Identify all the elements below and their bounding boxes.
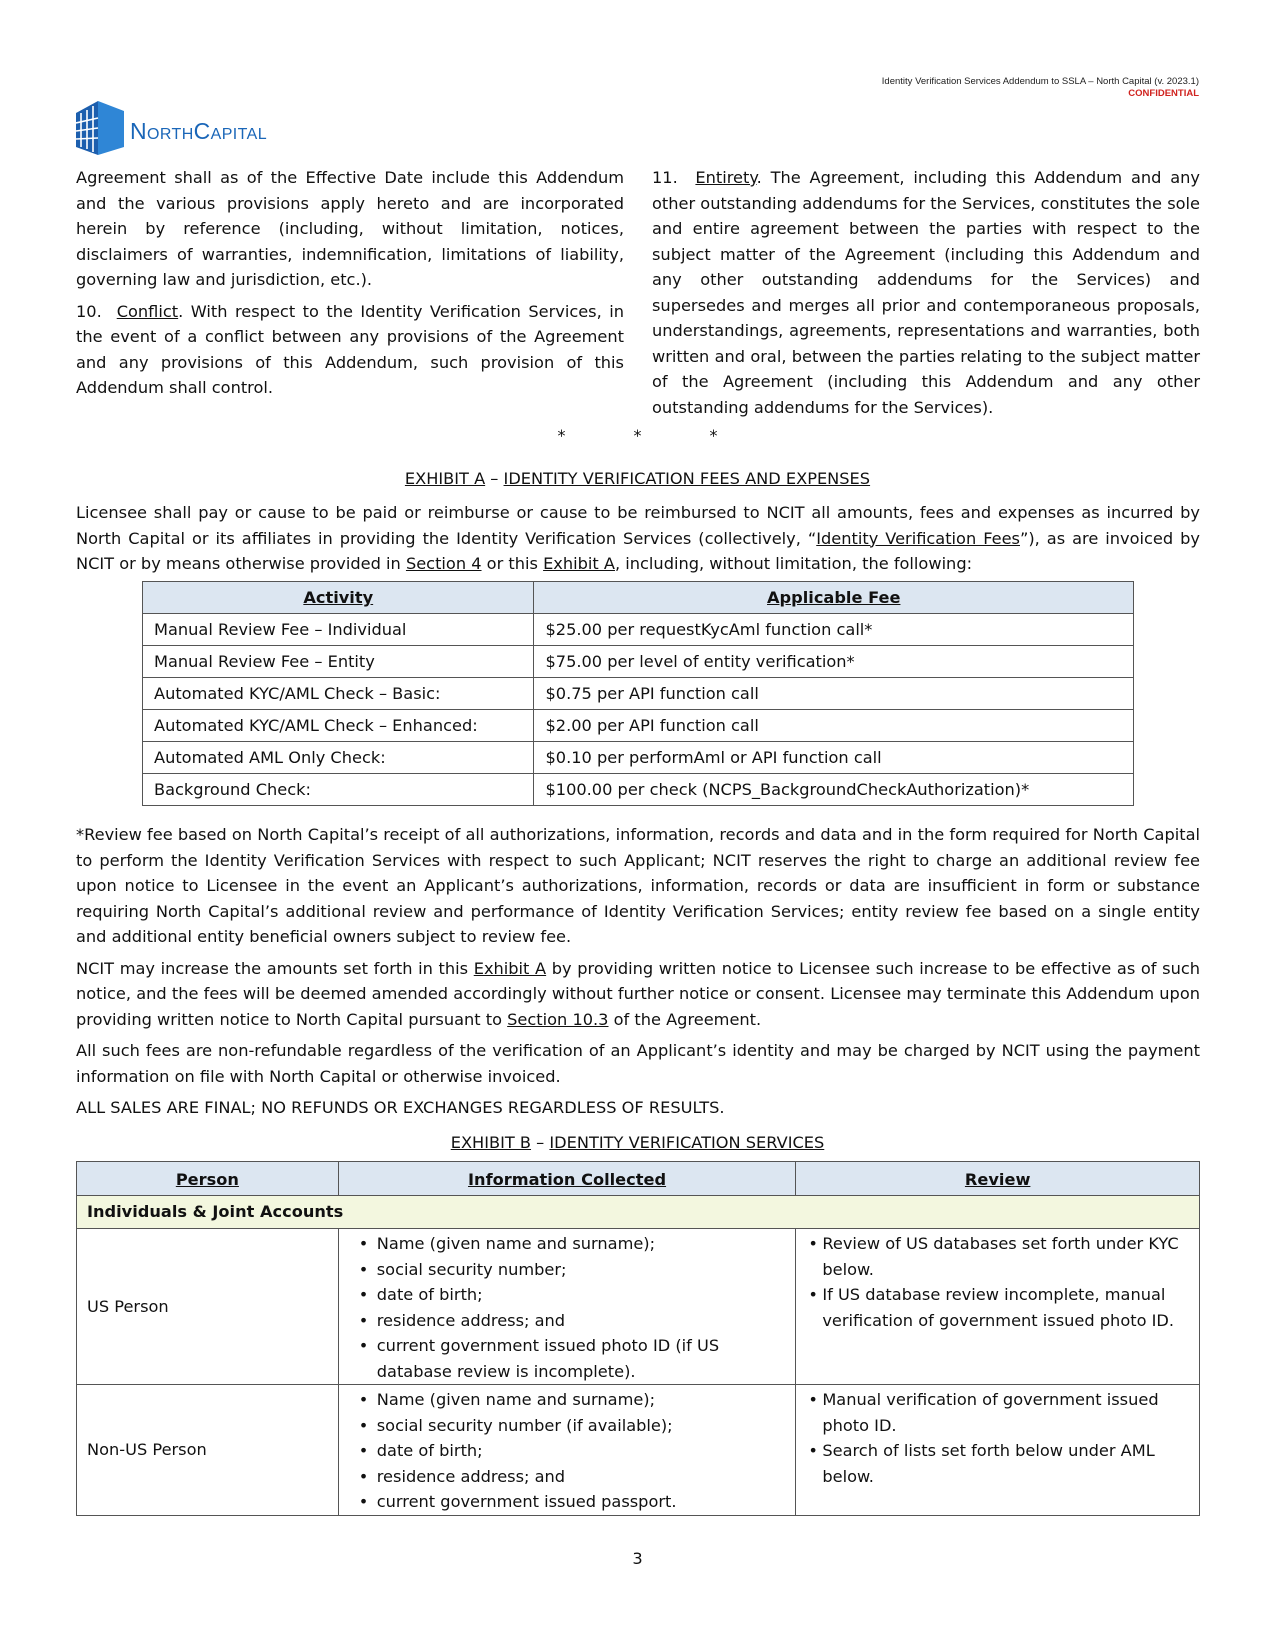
separator-star: * bbox=[557, 426, 566, 445]
table-row bbox=[143, 742, 1134, 774]
section-separator bbox=[0, 426, 1275, 445]
page-number: 3 bbox=[632, 1549, 643, 1568]
section-11-number: 11. bbox=[652, 168, 678, 187]
exhibit-b-label: EXHIBIT B bbox=[450, 1133, 532, 1152]
exhibit-a-label: EXHIBIT A bbox=[404, 469, 486, 488]
activity-cell: Manual Review Fee – Entity bbox=[143, 646, 534, 678]
confidential-label: CONFIDENTIAL bbox=[1128, 88, 1199, 99]
exhibit-b-heading: IDENTITY VERIFICATION SERVICES bbox=[549, 1133, 825, 1152]
activity-cell: Automated KYC/AML Check – Basic: bbox=[143, 678, 534, 710]
identity-verification-fees-term: Identity Verification Fees bbox=[816, 528, 1020, 548]
list-item: • date of birth; bbox=[367, 1438, 786, 1464]
list-item: • Search of lists set forth below under AML below. bbox=[818, 1438, 1189, 1489]
increase-text: by providing written notice to Licensee such increase to be effective as of such notice, and the fees will be deemed amended accordingly without further notice or consent. Licensee may terminate this Addendum upon providing written notice to North Capital pursuant to bbox=[76, 958, 1200, 1029]
exhibit-b-title bbox=[0, 1133, 1275, 1152]
fee-increase-paragraph bbox=[76, 956, 1200, 1033]
left-paragraph-1: Agreement shall as of the Effective Date include this Addendum and the various provisions apply hereto and are incorporated herein by reference (including, without limitation, notices, disclaimers of warranties, indemnification, limitations of liability, governing law and jurisdiction, etc.). bbox=[76, 168, 624, 289]
us-person-cell: US Person bbox=[77, 1229, 339, 1385]
section-10-3-reference: Section 10.3 bbox=[507, 1009, 609, 1029]
logo-wordmark: NorthCapital bbox=[130, 117, 268, 144]
section-11-paragraph bbox=[652, 165, 1200, 420]
section-11-heading: Entirety bbox=[695, 168, 757, 187]
section-10-number: 10. bbox=[76, 301, 102, 321]
us-review-cell bbox=[796, 1229, 1200, 1385]
fee-cell: $2.00 per API function call bbox=[534, 710, 1134, 742]
non-us-info-list bbox=[349, 1387, 786, 1515]
us-review-list bbox=[806, 1231, 1189, 1333]
list-item: • residence address; and bbox=[367, 1308, 786, 1334]
fee-cell: $100.00 per check (NCPS_BackgroundCheckAuthorization)* bbox=[534, 774, 1134, 806]
section-row bbox=[77, 1196, 1200, 1229]
services-table-header bbox=[77, 1162, 1200, 1196]
table-row bbox=[77, 1229, 1200, 1385]
building-logo-icon bbox=[76, 101, 124, 155]
intro-text: Licensee shall pay or cause to be paid or reimburse or cause to be reimbursed to NCIT all amounts, fees and expenses as incurred by North Capital or its affiliates in providing the Identity Verification Services (collectively, “ bbox=[76, 503, 1200, 548]
table-row bbox=[143, 614, 1134, 646]
non-us-review-list bbox=[806, 1387, 1189, 1489]
non-refundable-paragraph: All such fees are non-refundable regardless of the verification of an Applicant’s identity and may be charged by NCIT using the payment information on file with North Capital or otherwise invoiced. bbox=[76, 1041, 1200, 1086]
review-header bbox=[796, 1162, 1200, 1196]
section-4-reference: Section 4 bbox=[405, 554, 482, 573]
table-row bbox=[143, 710, 1134, 742]
list-item: • Review of US databases set forth under KYC below. bbox=[818, 1231, 1189, 1282]
individuals-joint-accounts-label: Individuals & Joint Accounts bbox=[77, 1196, 1200, 1229]
exhibit-a-reference: Exhibit A bbox=[543, 554, 615, 573]
us-info-list bbox=[349, 1231, 786, 1384]
review-fee-footnote: *Review fee based on North Capital’s receipt of all authorizations, information, records and data and in the form required for North Capital to perform the Identity Verification Services with respect to such Applicant; NCIT reserves the right to charge an additional review fee upon notice to Licensee in the event an Applicant’s authorizations, information, records or data are insufficient in form or substance requiring North Capital’s additional review and performance of Identity Verification Services; entity review fee based on a single entity and additional entity beneficial owners subject to review fee. bbox=[76, 825, 1200, 946]
intro-text: , including, without limitation, the following: bbox=[614, 554, 973, 573]
northcapital-logo bbox=[76, 100, 267, 156]
person-header-label: Person bbox=[175, 1169, 239, 1189]
section-10-text: . With respect to the Identity Verification Services, in the event of a conflict between any provisions of the Agreement and any provisions of this Addendum, such provision of this Addendum shall control. bbox=[76, 301, 624, 397]
section-11-text: . The Agreement, including this Addendum and any other outstanding addendums for the Services, constitutes the sole and entire agreement between the parties with respect to the subject matter of the Agreement (including this Addendum and any other outstanding addendums for the Services) and supersedes and merges all prior and contemporaneous proposals, understandings, agreements, representations and warranties, both written and oral, between the parties relating to the subject matter of the Agreement (including this Addendum and any other outstanding addendums for the Services). bbox=[652, 168, 1201, 417]
list-item: • social security number (if available); bbox=[367, 1413, 786, 1439]
exhibit-a-heading: IDENTITY VERIFICATION FEES AND EXPENSES bbox=[503, 469, 871, 488]
fee-cell: $0.75 per API function call bbox=[534, 678, 1134, 710]
increase-text: NCIT may increase the amounts set forth in this bbox=[76, 958, 474, 978]
non-us-person-cell: Non-US Person bbox=[77, 1385, 339, 1516]
header-doc-title: Identity Verification Services Addendum to SSLA – North Capital (v. 2023.1) bbox=[881, 76, 1199, 87]
section-10-paragraph bbox=[76, 299, 624, 401]
information-header-label: Information Collected bbox=[468, 1169, 667, 1189]
table-row bbox=[143, 774, 1134, 806]
title-dash: – bbox=[485, 469, 504, 488]
right-column bbox=[652, 165, 1200, 426]
non-us-review-cell bbox=[796, 1385, 1200, 1516]
table-row bbox=[143, 678, 1134, 710]
table-row bbox=[143, 646, 1134, 678]
list-item: • Name (given name and surname); bbox=[367, 1387, 786, 1413]
exhibit-a-intro-paragraph bbox=[76, 500, 1200, 577]
exhibit-a-terms bbox=[76, 822, 1200, 1127]
person-header bbox=[77, 1162, 339, 1196]
increase-text: of the Agreement. bbox=[608, 1009, 762, 1029]
list-item: • residence address; and bbox=[367, 1464, 786, 1490]
activity-header: Activity bbox=[143, 582, 534, 614]
us-info-cell bbox=[338, 1229, 796, 1385]
fees-table-header bbox=[143, 582, 1134, 614]
services-table bbox=[76, 1161, 1200, 1516]
exhibit-a-intro bbox=[76, 500, 1200, 583]
table-row bbox=[77, 1385, 1200, 1516]
non-us-info-cell bbox=[338, 1385, 796, 1516]
activity-cell: Automated KYC/AML Check – Enhanced: bbox=[143, 710, 534, 742]
list-item: • current government issued passport. bbox=[367, 1489, 786, 1515]
list-item: • If US database review incomplete, manual verification of government issued photo ID. bbox=[818, 1282, 1189, 1333]
left-column bbox=[76, 165, 624, 407]
separator-star: * bbox=[633, 426, 642, 445]
activity-cell: Manual Review Fee – Individual bbox=[143, 614, 534, 646]
review-header-label: Review bbox=[964, 1169, 1031, 1189]
fee-cell: $25.00 per requestKycAml function call* bbox=[534, 614, 1134, 646]
fee-cell: $75.00 per level of entity verification* bbox=[534, 646, 1134, 678]
information-collected-header bbox=[338, 1162, 796, 1196]
intro-text: or this bbox=[481, 554, 544, 573]
activity-cell: Background Check: bbox=[143, 774, 534, 806]
list-item: • date of birth; bbox=[367, 1282, 786, 1308]
sales-final-notice: ALL SALES ARE FINAL; NO REFUNDS OR EXCHANGES REGARDLESS OF RESULTS. bbox=[76, 1098, 725, 1117]
list-item: • Name (given name and surname); bbox=[367, 1231, 786, 1257]
fee-cell: $0.10 per performAml or API function call bbox=[534, 742, 1134, 774]
intro-text: ”), as are invoiced by NCIT or by means otherwise provided in bbox=[76, 528, 1201, 573]
fees-table bbox=[142, 581, 1134, 806]
page-header bbox=[882, 76, 1199, 100]
title-dash: – bbox=[531, 1133, 550, 1152]
separator-star: * bbox=[709, 426, 718, 445]
list-item: • Manual verification of government issued photo ID. bbox=[818, 1387, 1189, 1438]
applicable-fee-header: Applicable Fee bbox=[534, 582, 1134, 614]
section-10-heading: Conflict bbox=[116, 301, 179, 321]
exhibit-a-title bbox=[0, 469, 1275, 488]
list-item: • current government issued photo ID (if US database review is incomplete). bbox=[367, 1333, 786, 1384]
exhibit-a-reference: Exhibit A bbox=[473, 958, 547, 978]
list-item: • social security number; bbox=[367, 1257, 786, 1283]
activity-cell: Automated AML Only Check: bbox=[143, 742, 534, 774]
